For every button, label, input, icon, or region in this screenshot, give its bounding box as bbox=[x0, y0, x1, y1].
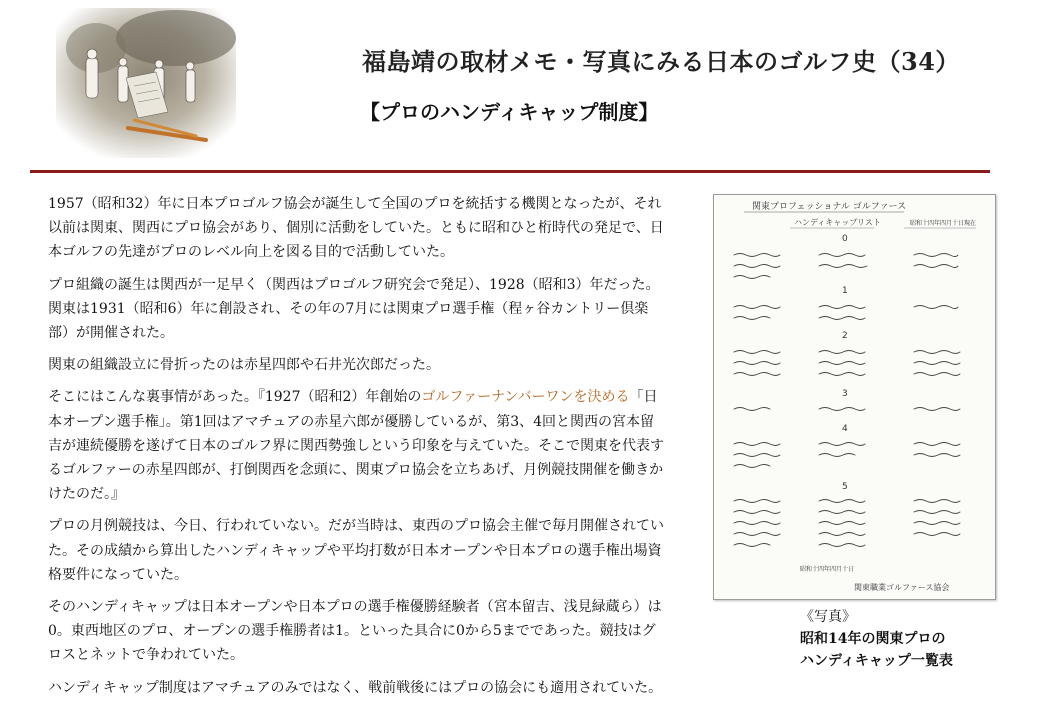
inline-link[interactable]: ゴルファーナンバーワンを決める bbox=[421, 389, 630, 406]
caption-head: 《写真》 bbox=[800, 609, 856, 625]
paragraph-text: そこにはこんな裏事情があった。『1927（昭和2）年創始の bbox=[48, 389, 422, 406]
doc-group-label: 5 bbox=[842, 482, 848, 492]
doc-group-label: 2 bbox=[842, 331, 848, 341]
doc-group-label: 4 bbox=[842, 424, 848, 434]
caption-line: ハンディキャップ一覧表 bbox=[800, 653, 953, 669]
paragraph bbox=[48, 385, 668, 506]
doc-heading: 関東プロフェッショナル ゴルファース bbox=[752, 202, 907, 212]
article-body bbox=[48, 192, 668, 708]
doc-list-title: ハンディキャップリスト bbox=[794, 218, 881, 227]
paragraph: プロの月例競技は、今日、行われていない。だが当時は、東西のプロ協会主催で毎月開催されていた。その成績から算出したハンディキャップや平均打数が日本オープンや日本プロの選手権出場資格要件になっていた。 bbox=[48, 518, 664, 583]
doc-footer-org: 関東職業ゴルファース協会 bbox=[854, 583, 950, 592]
doc-group-label: 3 bbox=[842, 389, 848, 399]
doc-footer-date: 昭和十四年四月十日 bbox=[800, 566, 855, 573]
doc-group-label: 0 bbox=[842, 234, 848, 244]
header-divider bbox=[30, 170, 990, 173]
handwritten-names bbox=[734, 254, 960, 547]
header-photo bbox=[56, 8, 236, 158]
paragraph: ハンディキャップ制度はアマチュアのみではなく、戦前戦後にはプロの協会にも適用されていた。 bbox=[48, 679, 663, 696]
page-subtitle: 【プロのハンディキャップ制度】 bbox=[360, 100, 659, 124]
doc-group-label: 1 bbox=[842, 286, 848, 296]
paragraph: 関東の組織設立に骨折ったのは赤星四郎や石井光次郎だった。 bbox=[48, 357, 440, 374]
caption-line: 昭和14年の関東プロの bbox=[800, 631, 946, 647]
paragraph: そのハンディキャップは日本オープンや日本プロの選手権優勝経験者（宮本留吉、浅見緑蔵ら）は0。東西地区のプロ、オープンの選手権勝者は1。といった具合に0から5までであった。競技はグロスとネットで争われていた。 bbox=[48, 599, 662, 664]
doc-date-note: 昭和十四年四月十日現在 bbox=[910, 220, 977, 227]
paragraph-text: 「日本オープン選手権」。第1回はアマチュアの赤星六郎が優勝しているが、第3、4回と関西の宮本留吉が連続優勝を遂げて日本のゴルフ界に関西勢強しという印象を与えていた。そこで関東を代表するゴルファーの赤星四郎が、打倒関西を念頭に、関東プロ協会を立ちあげ、月例競技開催を働きかけたのだ。』 bbox=[48, 389, 664, 503]
paragraph: プロ組織の誕生は関西が一足早く（関西はプロゴルフ研究会で発足）、1928（昭和3）年だった。関東は1931（昭和6）年に創設され、その年の7月には関東プロ選手権（程ヶ谷カントリー倶楽部）が開催された。 bbox=[48, 276, 660, 342]
paragraph: 1957（昭和32）年に日本プロゴルフ協会が誕生して全国のプロを統括する機関となったが、それ以前は関東、関西にプロ協会があり、個別に活動をしていた。ともに昭和ひと桁時代の発足で、日本ゴルフの先達がプロのレベル向上を図る目的で活動していた。 bbox=[48, 196, 664, 261]
photo-caption bbox=[800, 606, 953, 672]
page-title: 福島靖の取材メモ・写真にみる日本のゴルフ史（34） bbox=[362, 47, 960, 76]
handicap-list-photo bbox=[713, 194, 996, 600]
